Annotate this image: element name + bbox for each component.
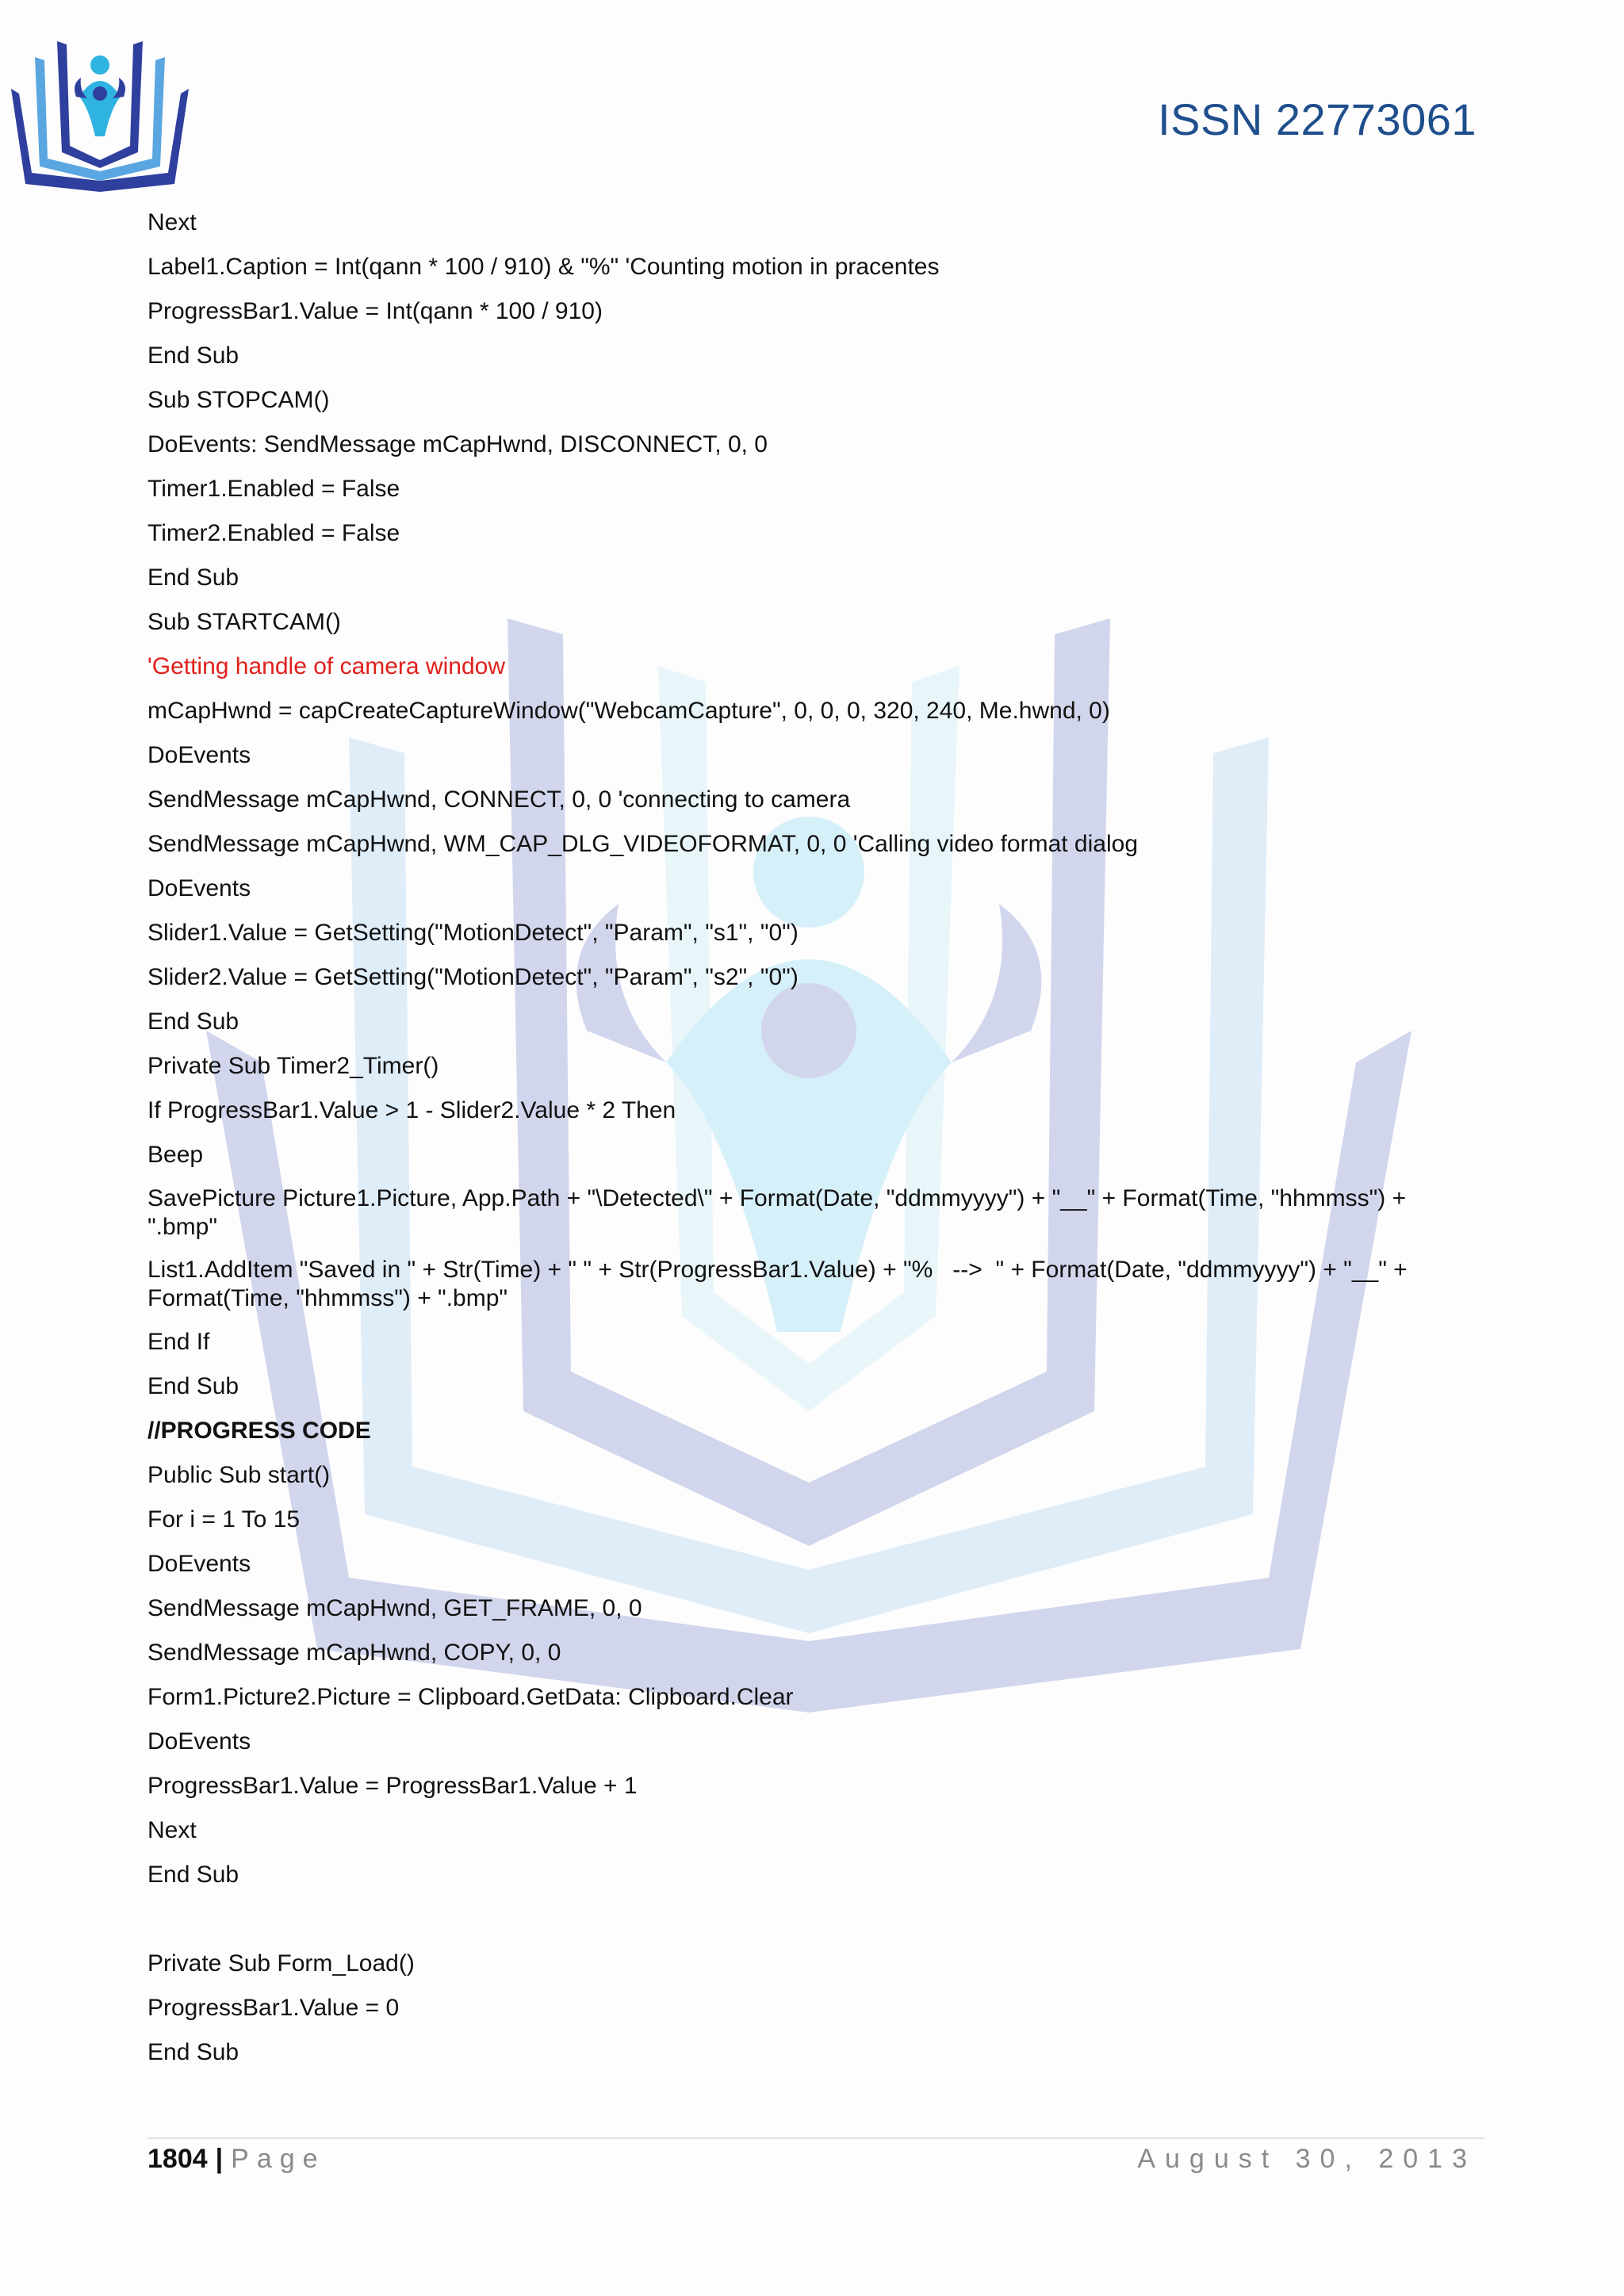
code-line [147,1904,1480,1934]
code-line: End Sub [147,342,239,369]
code-line: SendMessage mCapHwnd, CONNECT, 0, 0 'connecting to camera [147,786,851,813]
footer-page-info [147,2144,326,2175]
page-number: 1804 [147,2144,208,2174]
code-line: Form1.Picture2.Picture = Clipboard.GetData: Clipboard.Clear [147,1684,794,1710]
footer-date: August 30, 2013 [1137,2144,1477,2174]
code-line: Public Sub start() [147,1462,331,1488]
code-line: DoEvents [147,875,251,901]
code-line: Private Sub Timer2_Timer() [147,1053,439,1079]
code-line: Label1.Caption = Int(qann * 100 / 910) & "%" 'Counting motion in pracentes [147,254,940,280]
code-line: End Sub [147,1373,239,1399]
code-line: DoEvents [147,1728,251,1755]
code-line: For i = 1 To 15 [147,1506,301,1533]
code-line: Sub STOPCAM() [147,387,330,413]
code-line: End Sub [147,1008,239,1035]
code-line: SendMessage mCapHwnd, GET_FRAME, 0, 0 [147,1595,642,1621]
code-line: End Sub [147,2039,239,2065]
code-line: List1.AddItem "Saved in " + Str(Time) + " " + Str(ProgressBar1.Value) + "% --> " + Format(Date, "ddmmyyyy") + "__" + Format(Time, "hhmmss") + ".bmp" [147,1257,1415,1311]
code-line: Slider2.Value = GetSetting("MotionDetect", "Param", "s2", "0") [147,964,799,990]
code-line: SendMessage mCapHwnd, COPY, 0, 0 [147,1640,561,1666]
code-line: Beep [147,1142,204,1168]
code-comment-line: 'Getting handle of camera window [147,653,505,679]
code-section-heading: //PROGRESS CODE [147,1418,371,1444]
journal-logo-icon [8,41,192,192]
code-line: Private Sub Form_Load() [147,1950,415,1976]
code-line: Next [147,209,197,235]
code-line: ProgressBar1.Value = 0 [147,1995,400,2021]
code-line: Slider1.Value = GetSetting("MotionDetect", "Param", "s1", "0") [147,920,799,946]
code-line: mCapHwnd = capCreateCaptureWindow("WebcamCapture", 0, 0, 0, 320, 240, Me.hwnd, 0) [147,698,1110,724]
code-line: End If [147,1329,210,1355]
code-line: Timer2.Enabled = False [147,520,400,546]
code-line: DoEvents [147,742,251,768]
code-line: Sub STARTCAM() [147,609,341,635]
code-line: DoEvents: SendMessage mCapHwnd, DISCONNECT, 0, 0 [147,431,768,457]
code-line: Next [147,1817,197,1843]
code-line: If ProgressBar1.Value > 1 - Slider2.Value * 2 Then [147,1097,676,1123]
code-line: ProgressBar1.Value = Int(qann * 100 / 910) [147,298,603,324]
footer-divider [147,2137,1484,2139]
code-line: DoEvents [147,1551,251,1577]
code-line: SendMessage mCapHwnd, WM_CAP_DLG_VIDEOFORMAT, 0, 0 'Calling video format dialog [147,831,1138,857]
page-word: Page [231,2144,326,2174]
issn-label: ISSN 22773061 [1158,94,1477,144]
code-line: End Sub [147,564,239,591]
code-line: End Sub [147,1862,239,1888]
code-line: SavePicture Picture1.Picture, App.Path + "\Detected\" + Format(Date, "ddmmyyyy") + "__" + Format(Time, "hhmmss") + ".bmp" [147,1185,1413,1240]
page-separator: | [215,2144,224,2174]
code-line: Timer1.Enabled = False [147,476,400,502]
code-listing [147,208,1480,2082]
code-line: ProgressBar1.Value = ProgressBar1.Value + 1 [147,1773,638,1799]
